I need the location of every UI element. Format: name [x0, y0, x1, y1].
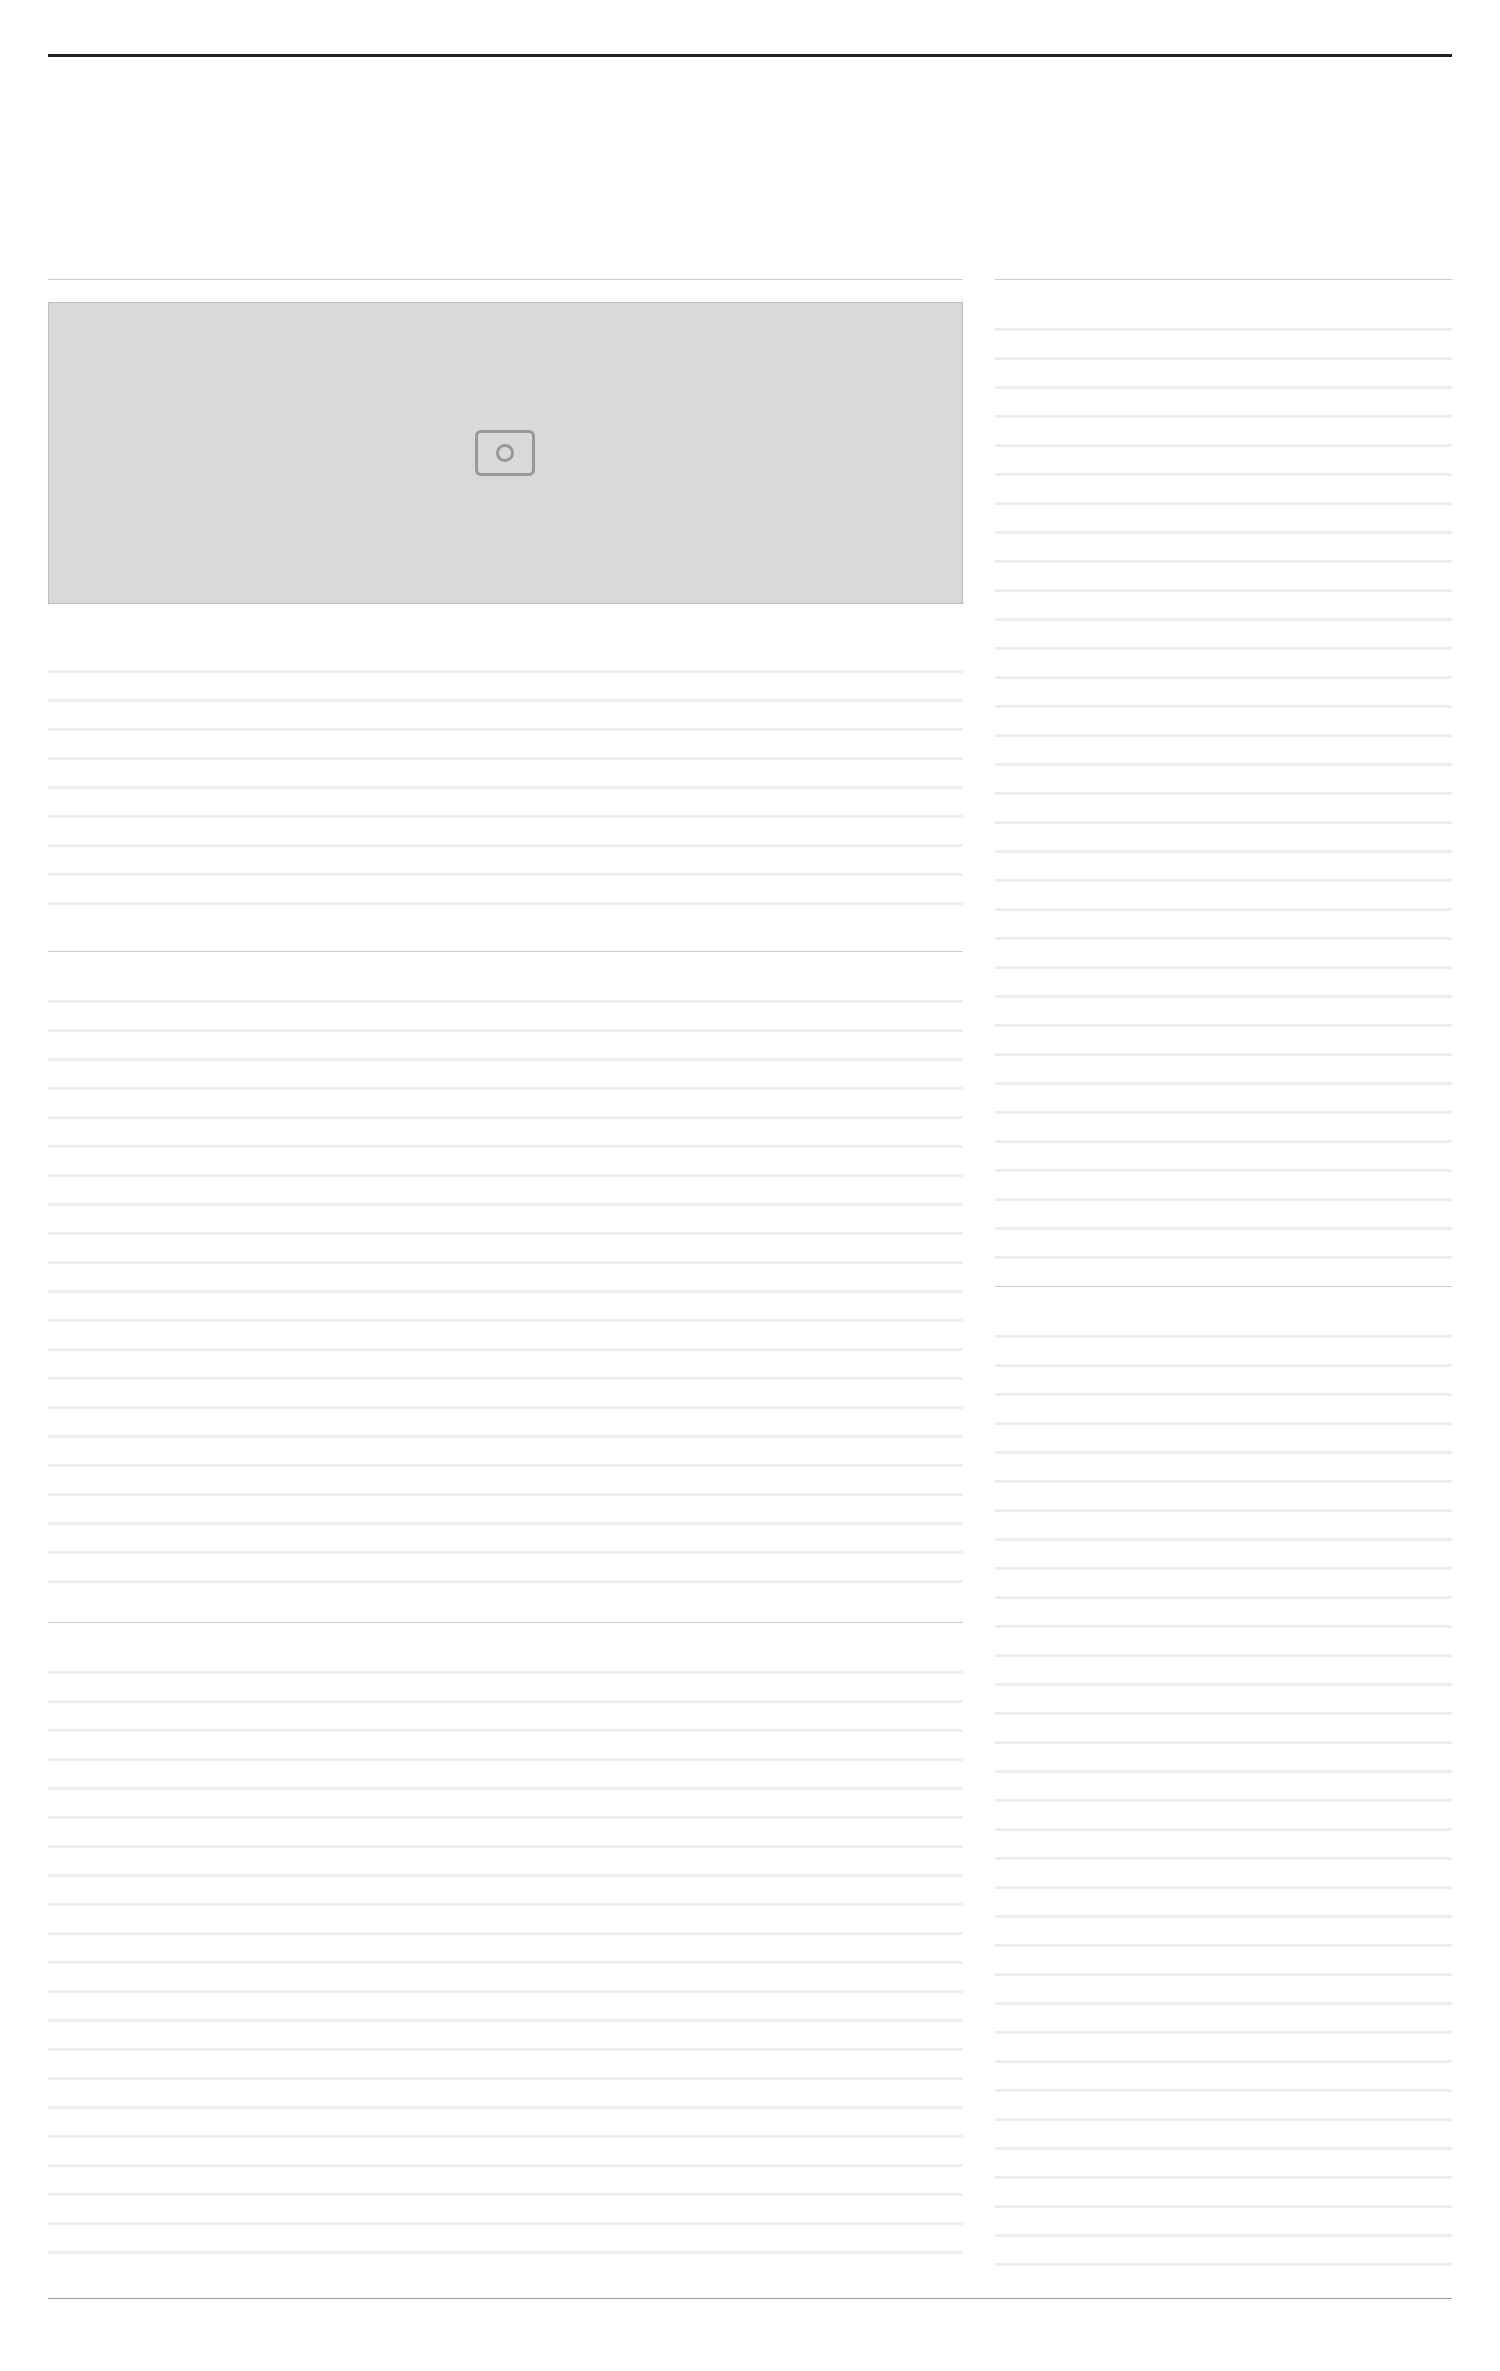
side-column [995, 279, 1452, 2270]
story [48, 1622, 963, 2270]
masthead [48, 40, 1452, 57]
page-footer [48, 2298, 1452, 2331]
side-story [995, 279, 1452, 1263]
story-body [48, 974, 963, 1599]
main-column [48, 279, 963, 2270]
page-headline [48, 128, 1452, 208]
photo-icon [475, 430, 535, 476]
photo-caption [48, 614, 963, 634]
article-columns [48, 279, 1452, 2270]
story-body [995, 1309, 1452, 2270]
story [48, 951, 963, 1599]
side-story [995, 1286, 1452, 2270]
story-body [48, 644, 963, 927]
news-photo [48, 302, 963, 604]
story-body [48, 1645, 963, 2270]
story-body [995, 302, 1452, 1263]
story [48, 279, 963, 927]
